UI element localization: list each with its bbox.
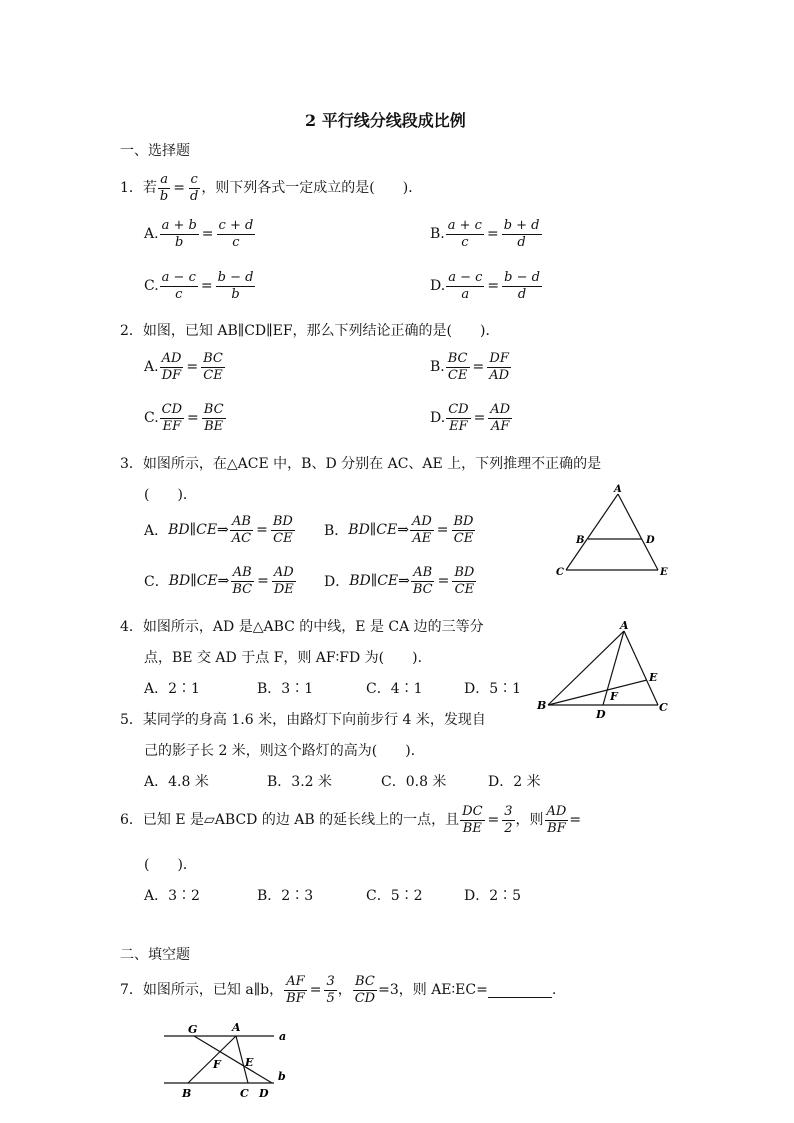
q5-option-b[interactable]: B．3.2 米 — [267, 774, 333, 790]
q7-label-B: B — [182, 1087, 192, 1100]
q2-option-a[interactable]: A. $\frac{AD}{DF}$ = $\frac{BC}{CE}$ — [144, 351, 223, 383]
q1-option-b[interactable]: B. $\frac{a + c}{c}$ = $\frac{b + d}{d}$ — [430, 218, 540, 250]
q7-parallel-lines-figure — [150, 1018, 300, 1103]
q3-label-C: C — [556, 567, 564, 578]
q3-label-A: A — [614, 484, 622, 495]
q1-given-frac-2: $\frac{c}{d}$ — [189, 172, 199, 204]
q6-frac-3-2: $\frac{3}{2}$ — [504, 804, 513, 836]
question-2-stem: 2．如图，已知 AB∥CD∥EF，那么下列结论正确的是( )． — [120, 323, 500, 339]
question-4-stem-cont: 点，BE 交 AD 于点 F，则 AF∶FD 为( )． — [144, 650, 432, 666]
q6-frac-dc-be: $\frac{DC}{BE}$ — [462, 804, 483, 836]
q4-option-b[interactable]: B．3∶1 — [257, 681, 314, 697]
q4-label-E: E — [649, 671, 658, 684]
q7-label-E: E — [245, 1056, 254, 1069]
q3-label-D: D — [646, 535, 655, 546]
q3-option-b[interactable]: B． BD∥CE⇒ $\frac{AD}{AE}$ = $\frac{BD}{CE}$ — [324, 514, 474, 546]
question-7-stem: 7．如图所示，已知 a∥b， $\frac{AF}{BF}$ = $\frac{3}{5}$ ， $\frac{BC}{CD}$ =3，则 AE∶EC= . — [120, 974, 557, 1006]
q6-option-b[interactable]: B．2∶3 — [257, 888, 314, 904]
q1-option-d[interactable]: D. $\frac{a - c}{a}$ = $\frac{b - d}{d}$ — [430, 270, 540, 302]
q7-frac-3-5: $\frac{3}{5}$ — [326, 974, 335, 1006]
q7-stem-prefix: 7．如图所示，已知 a∥b， — [120, 982, 284, 999]
q3-option-a[interactable]: A． BD∥CE⇒ $\frac{AB}{AC}$ = $\frac{BD}{CE}$ — [144, 514, 293, 546]
q1-option-c[interactable]: C. $\frac{a - c}{c}$ = $\frac{b - d}{b}$ — [144, 270, 254, 302]
q3-label-E: E — [660, 567, 668, 578]
question-5-stem-cont: 己的影子长 2 米，则这个路灯的高为( )． — [144, 743, 425, 759]
q5-option-d[interactable]: D．2 米 — [488, 774, 541, 790]
q4-label-F: F — [610, 690, 618, 703]
q1-stem-prefix: 1．若 — [120, 180, 157, 197]
question-3-stem-cont: ( )． — [144, 487, 197, 503]
q7-label-b: b — [278, 1070, 286, 1083]
q6-stem-prefix: 6．已知 E 是▱ABCD 的边 AB 的延长线上的一点，且 — [120, 812, 460, 829]
q3-triangle-figure — [548, 482, 678, 582]
q5-option-c[interactable]: C．0.8 米 — [381, 774, 447, 790]
q6-option-a[interactable]: A．3∶2 — [144, 888, 200, 904]
q7-label-a: a — [279, 1030, 287, 1043]
q7-frac-bc-cd: $\frac{BC}{CD}$ — [354, 974, 376, 1006]
question-4-stem: 4．如图所示，AD 是△ABC 的中线，E 是 CA 边的三等分 — [120, 619, 484, 635]
q3-option-c[interactable]: C． BD∥CE⇒ $\frac{AB}{BC}$ = $\frac{AD}{DE}$ — [144, 565, 294, 597]
q2-option-b[interactable]: B. $\frac{BC}{CE}$ = $\frac{DF}{AD}$ — [430, 351, 510, 383]
q6-frac-ad-bf: $\frac{AD}{BF}$ — [546, 804, 567, 836]
q1-stem-suffix: ，则下列各式一定成立的是( )． — [201, 180, 423, 197]
q3-option-d[interactable]: D． BD∥CE⇒ $\frac{AB}{BC}$ = $\frac{BD}{CE}$ — [324, 565, 475, 597]
section-fill-heading: 二、填空题 — [120, 947, 190, 963]
q4-label-D: D — [596, 708, 606, 721]
question-6-stem-cont: ( )． — [144, 857, 197, 873]
q3-label-B: B — [576, 535, 585, 546]
q2-option-c[interactable]: C. $\frac{CD}{EF}$ = $\frac{BC}{BE}$ — [144, 402, 224, 434]
q7-label-A: A — [232, 1021, 241, 1034]
q7-label-F: F — [213, 1058, 221, 1071]
question-6-stem: 6．已知 E 是▱ABCD 的边 AB 的延长线上的一点，且 $\frac{DC}{BE}$ = $\frac{3}{2}$ ，则 $\frac{AD}{BF}$ = — [120, 804, 582, 836]
q4-label-C: C — [659, 701, 668, 714]
q6-option-c[interactable]: C．5∶2 — [366, 888, 423, 904]
q4-label-A: A — [620, 619, 629, 632]
q4-label-B: B — [537, 699, 547, 712]
q5-option-a[interactable]: A．4.8 米 — [144, 774, 209, 790]
q7-answer-blank[interactable] — [488, 983, 552, 998]
q4-option-a[interactable]: A．2∶1 — [144, 681, 200, 697]
q7-label-G: G — [188, 1023, 198, 1036]
q4-option-c[interactable]: C．4∶1 — [366, 681, 423, 697]
question-1-stem: 1．若 $\frac{a}{b}$ = $\frac{c}{d}$ ，则下列各式一定成立的是( )． — [120, 172, 423, 204]
q1-option-a[interactable]: A. $\frac{a + b}{b}$ = $\frac{c + d}{c}$ — [144, 218, 254, 250]
question-3-stem: 3．如图所示，在△ACE 中，B、D 分别在 AC、AE 上，下列推理不正确的是 — [120, 456, 602, 472]
q6-option-d[interactable]: D．2∶5 — [464, 888, 522, 904]
q7-label-D: D — [259, 1087, 269, 1100]
q7-frac-af-bf: $\frac{AF}{BF}$ — [286, 974, 305, 1006]
section-choice-heading: 一、选择题 — [120, 143, 190, 159]
q1-given-frac-1: $\frac{a}{b}$ — [159, 172, 169, 204]
q2-option-d[interactable]: D. $\frac{CD}{EF}$ = $\frac{AD}{AF}$ — [430, 402, 511, 434]
q4-triangle-figure — [534, 617, 674, 722]
question-5-stem: 5．某同学的身高 1.6 米，由路灯下向前步行 4 米，发现自 — [120, 712, 486, 728]
page-title: 2 平行线分线段成比例 — [305, 111, 466, 130]
q7-label-C: C — [240, 1087, 249, 1100]
q4-option-d[interactable]: D．5∶1 — [464, 681, 522, 697]
